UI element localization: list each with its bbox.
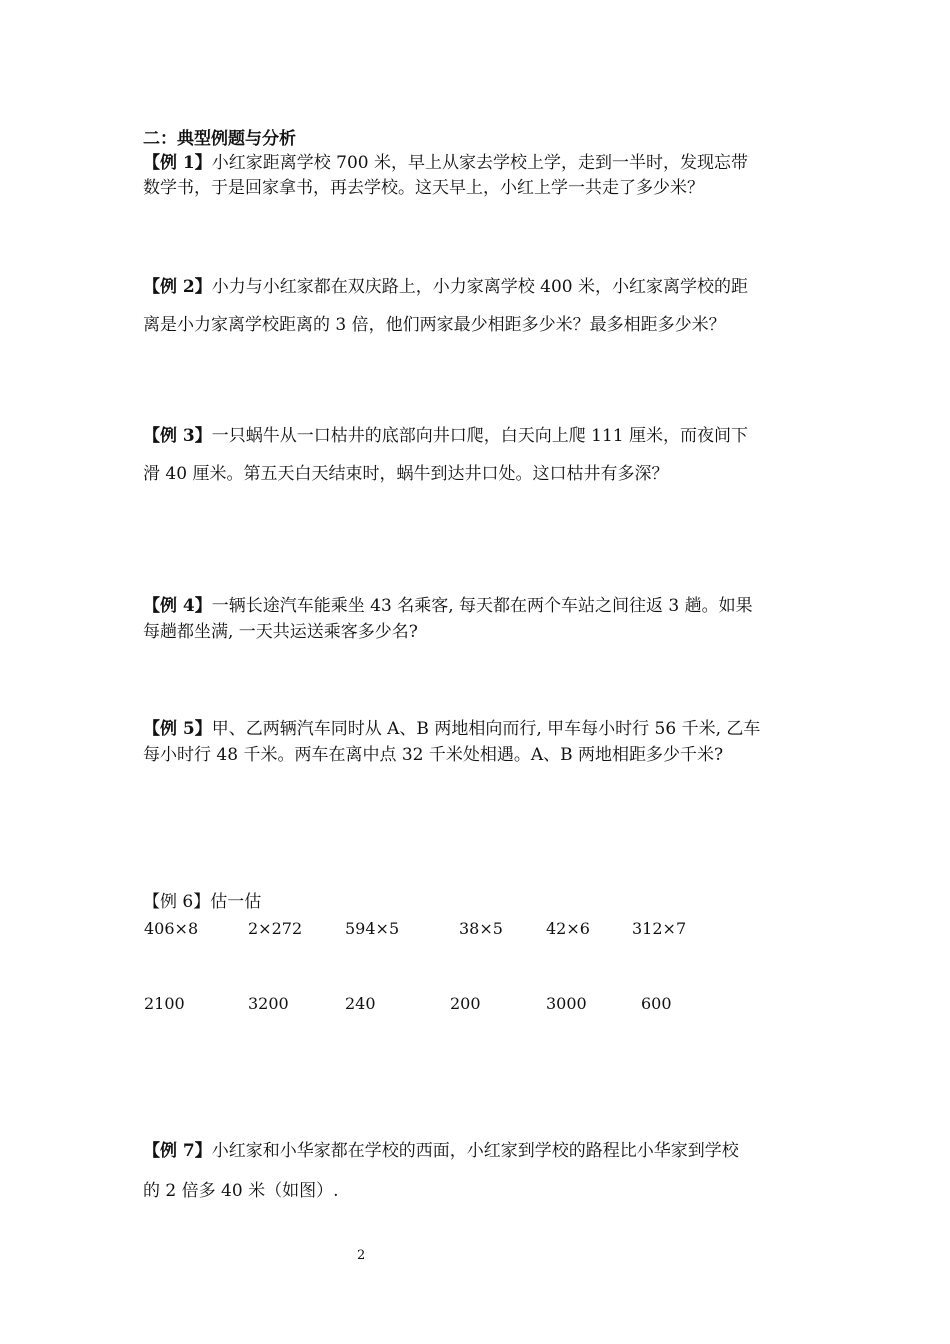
example-1-label: 例 1 <box>160 153 195 173</box>
example-1-line-2: 数学书，于是回家拿书，再去学校。这天早上，小红上学一共走了多少米？ <box>143 178 704 198</box>
example-2-label: 例 2 <box>160 277 195 297</box>
example-6-line-1: 【例 6】估一估 <box>143 892 262 912</box>
estimate-expression: 42×6 <box>546 919 590 938</box>
section-title: 二：典型例题与分析 <box>143 129 296 149</box>
example-6-label: 例 6 <box>160 892 194 912</box>
page-number: 2 <box>357 1248 366 1263</box>
example-4-line-1: 【例 4】一辆长途汽车能乘坐 43 名乘客, 每天都在两个车站之间往返 3 趟。如果 <box>143 596 753 616</box>
example-2-line-1: 【例 2】小力与小红家都在双庆路上，小力家离学校 400 米，小红家离学校的距 <box>143 277 749 297</box>
example-3-label: 例 3 <box>160 426 195 446</box>
example-3-line-2: 滑 40 厘米。第五天白天结束时，蜗牛到达井口处。这口枯井有多深？ <box>143 464 669 484</box>
estimate-value: 240 <box>345 994 376 1013</box>
estimate-value: 600 <box>641 994 672 1013</box>
estimate-value: 200 <box>450 994 481 1013</box>
estimate-expression: 594×5 <box>345 919 400 938</box>
example-7-line-1: 【例 7】小红家和小华家都在学校的西面，小红家到学校的路程比小华家到学校 <box>143 1141 739 1161</box>
estimate-expression: 38×5 <box>459 919 503 938</box>
estimate-expression: 406×8 <box>144 919 199 938</box>
example-1-line-1: 【例 1】小红家距离学校 700 米，早上从家去学校上学，走到一半时，发现忘带 <box>143 153 749 173</box>
example-7-label: 例 7 <box>160 1141 195 1161</box>
example-4-line-2: 每趟都坐满, 一天共运送乘客多少名? <box>143 622 418 642</box>
example-5-line-2: 每小时行 48 千米。两车在离中点 32 千米处相遇。A、B 两地相距多少千米? <box>143 745 724 765</box>
estimate-expression: 312×7 <box>632 919 687 938</box>
estimate-value: 3000 <box>546 994 587 1013</box>
example-4-label: 例 4 <box>160 596 195 616</box>
example-7-line-2: 的 2 倍多 40 米（如图）. <box>143 1181 339 1201</box>
estimate-value: 3200 <box>248 994 289 1013</box>
estimate-value: 2100 <box>144 994 185 1013</box>
example-5-label: 例 5 <box>160 719 195 739</box>
example-5-line-1: 【例 5】甲、乙两辆汽车同时从 A、B 两地相向而行, 甲车每小时行 56 千米, 乙车 <box>143 719 761 739</box>
estimate-expression: 2×272 <box>248 919 303 938</box>
example-2-line-2: 离是小力家离学校距离的 3 倍，他们两家最少相距多少米？最多相距多少米？ <box>143 315 726 335</box>
example-3-line-1: 【例 3】一只蜗牛从一口枯井的底部向井口爬，白天向上爬 111 厘米，而夜间下 <box>143 426 749 446</box>
